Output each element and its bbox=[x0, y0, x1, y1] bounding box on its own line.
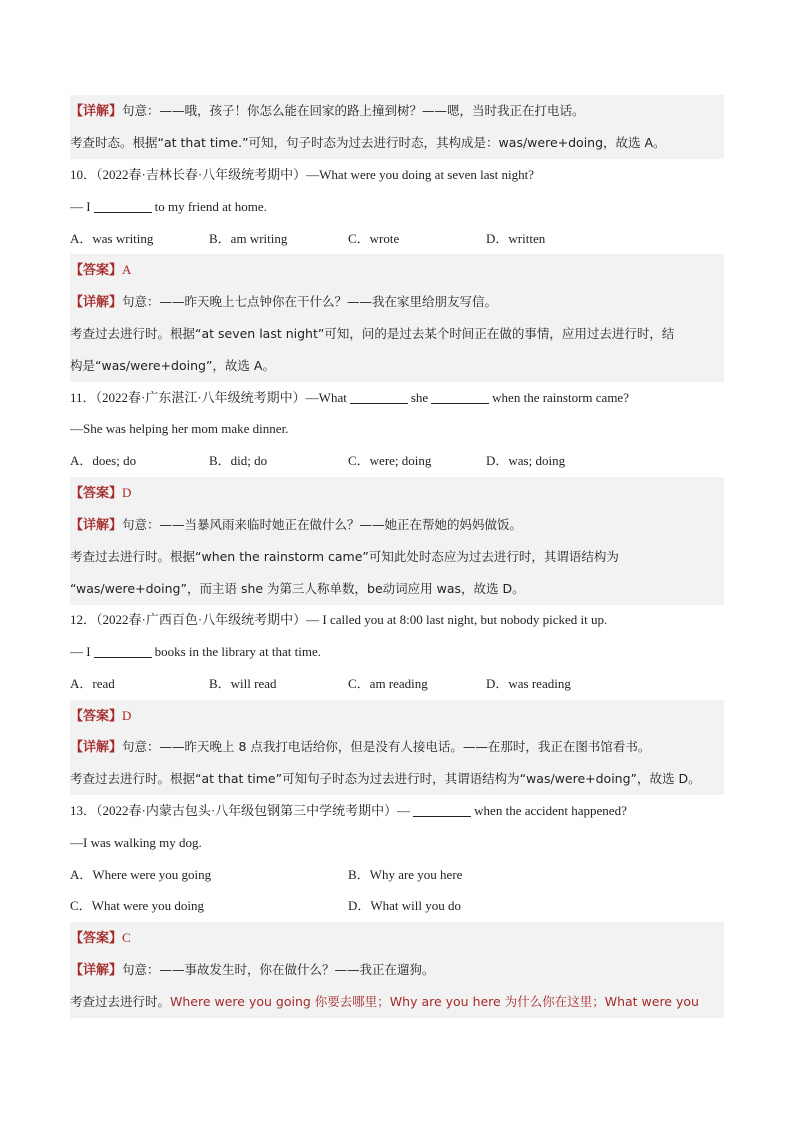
q11-line2-text: —She was helping her mom make dinner. bbox=[70, 421, 289, 436]
q11-analysis2: “was/were+doing”，而主语 she 为第三人称单数，be动词应用 was，故选 D。 bbox=[70, 581, 525, 596]
q13-answer-line bbox=[70, 922, 724, 954]
q12-detail-text: 句意：——昨天晚上 8 点我打电话给你，但是没有人接电话。——在那时，我正在图书馆看书。 bbox=[122, 739, 651, 754]
q11-options bbox=[70, 445, 724, 477]
q13-option-d: D．What will you do bbox=[348, 898, 462, 913]
q12-line2-post: books in the library at that time. bbox=[154, 644, 322, 659]
q10-options bbox=[70, 223, 724, 255]
q12-line2 bbox=[70, 636, 724, 668]
q9-analysis-text: 考查时态。根据“at that time.”可知，句子时态为过去进行时态，其构成是：was/were+doing，故选 A。 bbox=[70, 135, 666, 150]
q12-stem bbox=[70, 604, 724, 636]
q12-line2-pre: — I bbox=[70, 644, 91, 659]
q11-analysis-line2 bbox=[70, 573, 724, 605]
answer-tag: 【答案】 bbox=[70, 263, 123, 278]
q11-analysis-line1 bbox=[70, 541, 724, 573]
q13-analysis-line bbox=[70, 986, 724, 1018]
q13-option-c: C．What were you doing bbox=[70, 898, 204, 913]
detail-tag: 【详解】 bbox=[70, 295, 123, 310]
q10-stem-text: 10．（2022春·吉林长春·八年级统考期中）—What were you doing at seven last night? bbox=[70, 167, 534, 182]
q12-option-b: B．will read bbox=[209, 676, 277, 691]
q11-analysis1: 考查过去进行时。根据“when the rainstorm came”可知此处时态应为过去进行时，其谓语结构为 bbox=[70, 549, 619, 564]
detail-tag: 【详解】 bbox=[70, 963, 123, 978]
q11-detail-line bbox=[70, 509, 724, 541]
q13-line2 bbox=[70, 827, 724, 859]
q10-analysis-line2 bbox=[70, 350, 724, 382]
q12-analysis-line bbox=[70, 763, 724, 795]
q13-option-a: A．Where were you going bbox=[70, 867, 212, 882]
q13-stem-pre: 13．（2022春·内蒙古包头·八年级包钢第三中学统考期中）— bbox=[70, 803, 411, 818]
q10-option-a: A．was writing bbox=[70, 231, 154, 246]
q10-answer: A bbox=[122, 262, 132, 277]
q13-options-row2 bbox=[70, 890, 724, 922]
q13-stem-post: when the accident happened? bbox=[474, 803, 627, 818]
detail-tag: 【详解】 bbox=[70, 104, 123, 119]
q10-blank bbox=[94, 198, 152, 213]
q10-line2-pre: — I bbox=[70, 199, 91, 214]
q12-detail-line bbox=[70, 731, 724, 763]
q10-stem bbox=[70, 159, 724, 191]
q11-option-d: D．was; doing bbox=[486, 453, 566, 468]
q10-analysis1: 考查过去进行时。根据“at seven last night”可知，问的是过去某个时间正在做的事情，应用过去进行时，结 bbox=[70, 326, 675, 341]
q11-blank-2 bbox=[431, 389, 489, 404]
q11-answer-line bbox=[70, 477, 724, 509]
q12-answer-line bbox=[70, 700, 724, 732]
q13-line2-text: —I was walking my dog. bbox=[70, 835, 202, 850]
q11-stem-pre: 11．（2022春·广东湛江·八年级统考期中）—What bbox=[70, 390, 347, 405]
q12-option-c: C．am reading bbox=[348, 676, 428, 691]
q13-option-b: B．Why are you here bbox=[348, 867, 463, 882]
q12-analysis: 考查过去进行时。根据“at that time”可知句子时态为过去进行时，其谓语结构为“was/were+doing”，故选 D。 bbox=[70, 771, 701, 786]
q10-line2-post: to my friend at home. bbox=[154, 199, 267, 214]
q10-analysis-line1 bbox=[70, 318, 724, 350]
detail-tag: 【详解】 bbox=[70, 518, 123, 533]
q9-detail-text: 句意：——哦，孩子！你怎么能在回家的路上撞到树？——嗯，当时我正在打电话。 bbox=[122, 103, 585, 118]
q13-detail-text: 句意：——事故发生时，你在做什么？——我正在遛狗。 bbox=[122, 962, 435, 977]
q10-option-b: B．am writing bbox=[209, 231, 288, 246]
detail-tag: 【详解】 bbox=[70, 740, 123, 755]
q11-stem-mid: she bbox=[410, 390, 429, 405]
answer-tag: 【答案】 bbox=[70, 709, 123, 724]
q13-options-row1 bbox=[70, 859, 724, 891]
q11-blank-1 bbox=[350, 389, 408, 404]
q13-answer: C bbox=[122, 930, 131, 945]
q11-option-b: B．did; do bbox=[209, 453, 268, 468]
q10-option-c: C．wrote bbox=[348, 231, 400, 246]
answer-tag: 【答案】 bbox=[70, 931, 123, 946]
q13-analysis-red: Where were you going 你要去哪里；Why are you here 为什么你在这里；What were you bbox=[170, 994, 699, 1009]
q11-option-a: A．does; do bbox=[70, 453, 137, 468]
q11-line2 bbox=[70, 413, 724, 445]
q12-option-a: A．read bbox=[70, 676, 115, 691]
q10-detail-line bbox=[70, 286, 724, 318]
q11-detail-text: 句意：——当暴风雨来临时她正在做什么？——她正在帮她的妈妈做饭。 bbox=[122, 517, 523, 532]
q12-answer: D bbox=[122, 708, 132, 723]
q13-analysis-pre: 考查过去进行时。 bbox=[70, 994, 171, 1009]
q12-options bbox=[70, 668, 724, 700]
q13-blank bbox=[413, 802, 471, 817]
q9-detail-line bbox=[70, 95, 724, 127]
q11-answer: D bbox=[122, 485, 132, 500]
q10-line2 bbox=[70, 191, 724, 223]
q10-option-d: D．written bbox=[486, 231, 546, 246]
q10-detail-text: 句意：——昨天晚上七点钟你在干什么？——我在家里给朋友写信。 bbox=[122, 294, 498, 309]
q12-option-d: D．was reading bbox=[486, 676, 571, 691]
q11-stem bbox=[70, 382, 724, 414]
q12-stem-text: 12．（2022春·广西百色·八年级统考期中）— I called you at 8:00 last night, but nobody picked it up. bbox=[70, 612, 608, 627]
q11-option-c: C．were; doing bbox=[348, 453, 432, 468]
q13-stem bbox=[70, 795, 724, 827]
q13-detail-line bbox=[70, 954, 724, 986]
q10-answer-line bbox=[70, 254, 724, 286]
q11-stem-post: when the rainstorm came? bbox=[492, 390, 629, 405]
q9-analysis-line bbox=[70, 127, 724, 159]
q10-analysis2: 构是“was/were+doing”，故选 A。 bbox=[70, 358, 275, 373]
q12-blank bbox=[94, 643, 152, 658]
answer-tag: 【答案】 bbox=[70, 486, 123, 501]
